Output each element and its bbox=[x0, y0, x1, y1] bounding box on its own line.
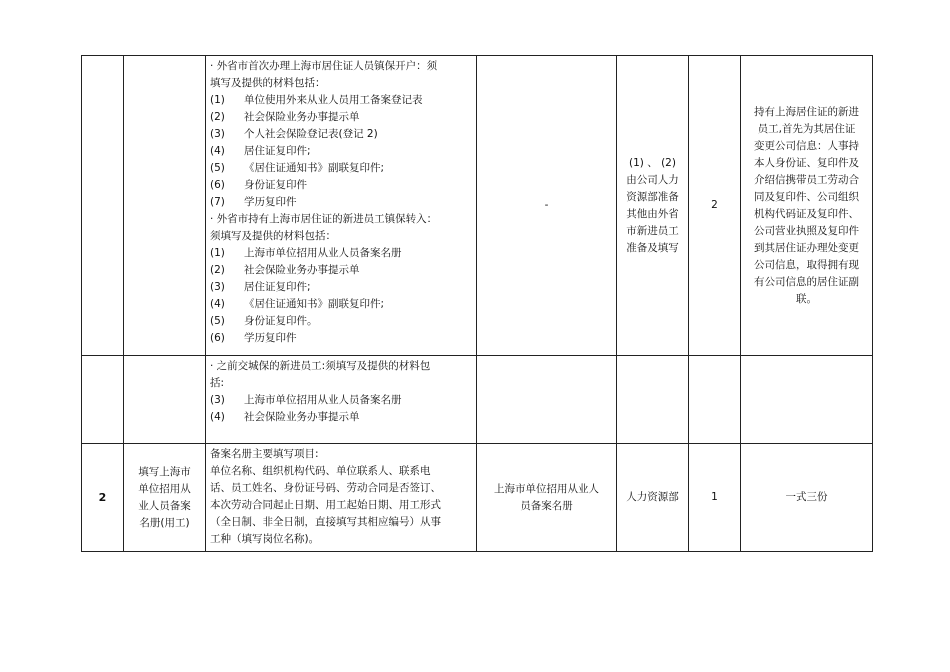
row1-dept bbox=[617, 56, 689, 356]
item-text: 社会保险业务办事提示单 bbox=[244, 264, 360, 276]
text-line: 同及复印件、公司组织 bbox=[754, 190, 859, 203]
row1-no bbox=[82, 56, 124, 356]
table-row bbox=[82, 444, 873, 552]
text-line: 员工,首先为其居住证 bbox=[757, 122, 856, 135]
item-text: 上海市单位招用从业人员备案名册 bbox=[244, 394, 402, 406]
table-row bbox=[82, 356, 873, 444]
item-number: (4) bbox=[210, 145, 225, 157]
item-number: (1) bbox=[210, 247, 225, 259]
text-line: 备案名册主要填写项目: bbox=[210, 448, 319, 460]
row3-remark: 一式三份 bbox=[741, 444, 873, 552]
numbered-item bbox=[210, 160, 472, 177]
row2-copies bbox=[689, 356, 741, 444]
text-line: 单位招用从 bbox=[138, 482, 191, 495]
item-text: 居住证复印件; bbox=[244, 145, 311, 157]
item-number: (5) bbox=[210, 315, 225, 327]
item-text: 社会保险业务办事提示单 bbox=[244, 111, 360, 123]
item-number: (3) bbox=[210, 281, 225, 293]
numbered-item bbox=[210, 92, 472, 109]
row3-dept: 人力资源部 bbox=[617, 444, 689, 552]
text-line: 变更公司信息：人事持 bbox=[754, 139, 859, 152]
text-line: 本人身份证、复印件及 bbox=[754, 156, 859, 169]
item-text: 学历复印件 bbox=[244, 196, 297, 208]
item-text: 学历复印件 bbox=[244, 332, 297, 344]
item-number: (4) bbox=[210, 411, 225, 423]
text-line: 准备及填写 bbox=[626, 241, 679, 254]
row1-copies: 2 bbox=[689, 56, 741, 356]
numbered-item bbox=[210, 194, 472, 211]
numbered-item bbox=[210, 330, 472, 347]
table-row bbox=[82, 56, 873, 356]
row1-remark bbox=[741, 56, 873, 356]
item-text: 身份证复印件 bbox=[244, 179, 307, 191]
numbered-item bbox=[210, 279, 472, 296]
text-line: 话、员工姓名、身份证号码、劳动合同是否签订、 bbox=[210, 482, 441, 494]
numbered-item bbox=[210, 109, 472, 126]
text-line: 到其居住证办理处变更 bbox=[754, 241, 859, 254]
row1-content bbox=[206, 56, 477, 356]
text-line: 本次劳动合同起止日期、用工起始日期、用工形式 bbox=[210, 499, 441, 511]
item-number: (2) bbox=[210, 111, 225, 123]
item-text: 社会保险业务办事提示单 bbox=[244, 411, 360, 423]
row3-content bbox=[206, 444, 477, 552]
text-line: 联。 bbox=[796, 292, 817, 305]
item-number: (6) bbox=[210, 179, 225, 191]
item-text: 《居住证通知书》副联复印件; bbox=[244, 162, 385, 174]
row2-content bbox=[206, 356, 477, 444]
numbered-item bbox=[210, 392, 472, 409]
text-line: 介绍信携带员工劳动合 bbox=[754, 173, 859, 186]
text-line: 填写及提供的材料包括： bbox=[210, 77, 326, 89]
numbered-item bbox=[210, 296, 472, 313]
item-text: 居住证复印件; bbox=[244, 281, 311, 293]
text-line: （全日制、非全日制，直接填写其相应编号）从事 bbox=[210, 516, 441, 528]
text-line: 工种（填写岗位名称)。 bbox=[210, 533, 320, 545]
row1-item bbox=[124, 56, 206, 356]
numbered-item bbox=[210, 409, 472, 426]
materials-table bbox=[81, 55, 873, 552]
numbered-item bbox=[210, 262, 472, 279]
text-line: 资源部准备 bbox=[626, 190, 679, 203]
row2-remark bbox=[741, 356, 873, 444]
item-number: (3) bbox=[210, 394, 225, 406]
text-line: · 外省市持有上海市居住证的新进员工镇保转入： bbox=[210, 213, 438, 225]
text-line: 员备案名册 bbox=[520, 499, 573, 512]
row2-form bbox=[477, 356, 617, 444]
text-line: 名册(用工) bbox=[139, 516, 190, 529]
row3-item bbox=[124, 444, 206, 552]
row3-form bbox=[477, 444, 617, 552]
row3-copies: 1 bbox=[689, 444, 741, 552]
item-text: 身份证复印件。 bbox=[244, 315, 318, 327]
text-line: 由公司人力 bbox=[626, 173, 679, 186]
item-number: (4) bbox=[210, 298, 225, 310]
numbered-item bbox=[210, 177, 472, 194]
text-line: 持有上海居住证的新进 bbox=[754, 105, 859, 118]
text-line: 须填写及提供的材料包括： bbox=[210, 230, 336, 242]
text-line: (1) 、 (2) bbox=[629, 156, 676, 169]
text-line: · 外省市首次办理上海市居住证人员镇保开户：须 bbox=[210, 60, 438, 72]
text-line: 单位名称、组织机构代码、单位联系人、联系电 bbox=[210, 465, 431, 477]
text-line: 上海市单位招用从业人 bbox=[494, 482, 599, 495]
item-number: (7) bbox=[210, 196, 225, 208]
row1-form: - bbox=[477, 56, 617, 356]
item-number: (2) bbox=[210, 264, 225, 276]
item-number: (6) bbox=[210, 332, 225, 344]
text-line: · 之前交城保的新进员工:须填写及提供的材料包 bbox=[210, 360, 431, 372]
item-text: 《居住证通知书》副联复印件; bbox=[244, 298, 385, 310]
row2-no bbox=[82, 356, 124, 444]
text-line: 其他由外省 bbox=[626, 207, 679, 220]
text-line: 公司营业执照及复印件 bbox=[754, 224, 859, 237]
item-text: 个人社会保险登记表(登记 2) bbox=[244, 128, 378, 140]
item-number: (3) bbox=[210, 128, 225, 140]
text-line: 公司信息，取得拥有现 bbox=[754, 258, 859, 271]
item-number: (5) bbox=[210, 162, 225, 174]
item-text: 上海市单位招用从业人员备案名册 bbox=[244, 247, 402, 259]
row2-item bbox=[124, 356, 206, 444]
text-line: 市新进员工 bbox=[626, 224, 679, 237]
text-line: 有公司信息的居住证副 bbox=[754, 275, 859, 288]
row3-no: 2 bbox=[82, 444, 124, 552]
numbered-item bbox=[210, 245, 472, 262]
text-line: 括: bbox=[210, 377, 225, 389]
numbered-item bbox=[210, 143, 472, 160]
row2-dept bbox=[617, 356, 689, 444]
text-line: 填写上海市 bbox=[138, 465, 191, 478]
numbered-item bbox=[210, 313, 472, 330]
item-number: (1) bbox=[210, 94, 225, 106]
numbered-item bbox=[210, 126, 472, 143]
item-text: 单位使用外来从业人员用工备案登记表 bbox=[244, 94, 423, 106]
text-line: 机构代码证及复印件、 bbox=[754, 207, 859, 220]
text-line: 业人员备案 bbox=[138, 499, 191, 512]
